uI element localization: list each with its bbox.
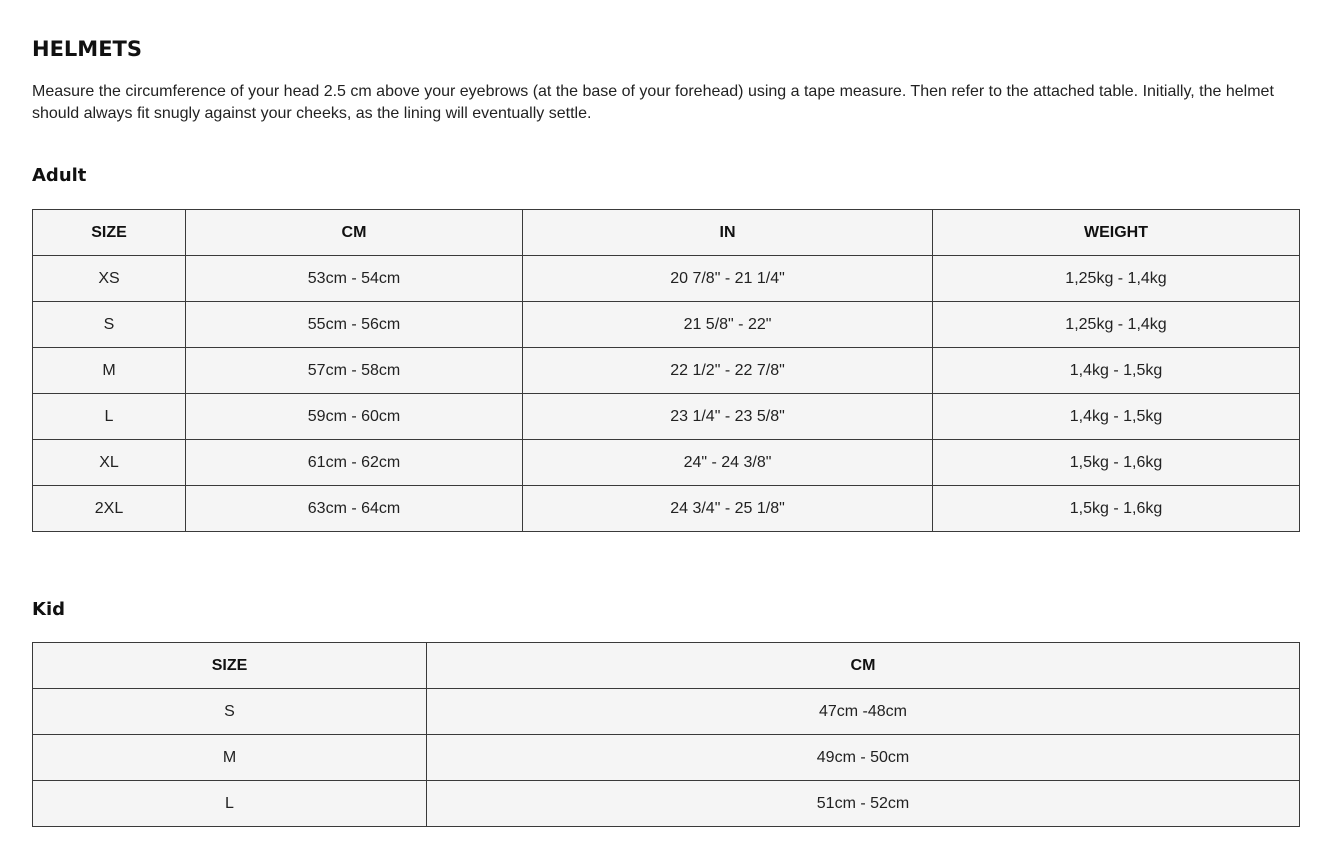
- in-cell: 24 3/4" - 25 1/8": [523, 486, 933, 532]
- weight-cell: 1,25kg - 1,4kg: [933, 302, 1300, 348]
- in-cell: 22 1/2" - 22 7/8": [523, 348, 933, 394]
- adult-section-title: Adult: [32, 165, 87, 186]
- table-row: [33, 486, 1300, 532]
- weight-cell: 1,5kg - 1,6kg: [933, 486, 1300, 532]
- in-cell: 21 5/8" - 22": [523, 302, 933, 348]
- kid-section-title: Kid: [32, 599, 66, 620]
- table-row: [33, 781, 1300, 827]
- cm-cell: 47cm -48cm: [427, 689, 1300, 735]
- size-cell: L: [33, 781, 427, 827]
- size-cell: L: [33, 394, 186, 440]
- kid-size-table: [32, 642, 1300, 827]
- cm-cell: 53cm - 54cm: [186, 256, 523, 302]
- weight-cell: 1,5kg - 1,6kg: [933, 440, 1300, 486]
- table-row: [33, 440, 1300, 486]
- in-cell: 20 7/8" - 21 1/4": [523, 256, 933, 302]
- size-cell: XL: [33, 440, 186, 486]
- column-header: SIZE: [33, 643, 427, 689]
- table-header-row: [33, 210, 1300, 256]
- size-cell: M: [33, 348, 186, 394]
- table-row: [33, 302, 1300, 348]
- cm-cell: 57cm - 58cm: [186, 348, 523, 394]
- intro-text: Measure the circumference of your head 2.5 cm above your eyebrows (at the base of your forehead) using a tape measure. Then refer to the attached table. Initially, the helmet should always fit snugly against your cheeks, as the lining will eventually settle.: [32, 83, 1274, 122]
- size-cell: M: [33, 735, 427, 781]
- weight-cell: 1,4kg - 1,5kg: [933, 348, 1300, 394]
- table-row: [33, 348, 1300, 394]
- weight-cell: 1,25kg - 1,4kg: [933, 256, 1300, 302]
- cm-cell: 55cm - 56cm: [186, 302, 523, 348]
- table-row: [33, 735, 1300, 781]
- table-row: [33, 689, 1300, 735]
- table-row: [33, 394, 1300, 440]
- in-cell: 23 1/4" - 23 5/8": [523, 394, 933, 440]
- cm-cell: 59cm - 60cm: [186, 394, 523, 440]
- cm-cell: 63cm - 64cm: [186, 486, 523, 532]
- in-cell: 24" - 24 3/8": [523, 440, 933, 486]
- size-cell: XS: [33, 256, 186, 302]
- size-cell: S: [33, 302, 186, 348]
- adult-size-table: [32, 209, 1300, 532]
- cm-cell: 49cm - 50cm: [427, 735, 1300, 781]
- size-cell: S: [33, 689, 427, 735]
- cm-cell: 61cm - 62cm: [186, 440, 523, 486]
- column-header: IN: [523, 210, 933, 256]
- column-header: CM: [427, 643, 1300, 689]
- cm-cell: 51cm - 52cm: [427, 781, 1300, 827]
- weight-cell: 1,4kg - 1,5kg: [933, 394, 1300, 440]
- table-row: [33, 256, 1300, 302]
- table-header-row: [33, 643, 1300, 689]
- column-header: WEIGHT: [933, 210, 1300, 256]
- column-header: CM: [186, 210, 523, 256]
- column-header: SIZE: [33, 210, 186, 256]
- page-title: HELMETS: [32, 37, 142, 61]
- size-cell: 2XL: [33, 486, 186, 532]
